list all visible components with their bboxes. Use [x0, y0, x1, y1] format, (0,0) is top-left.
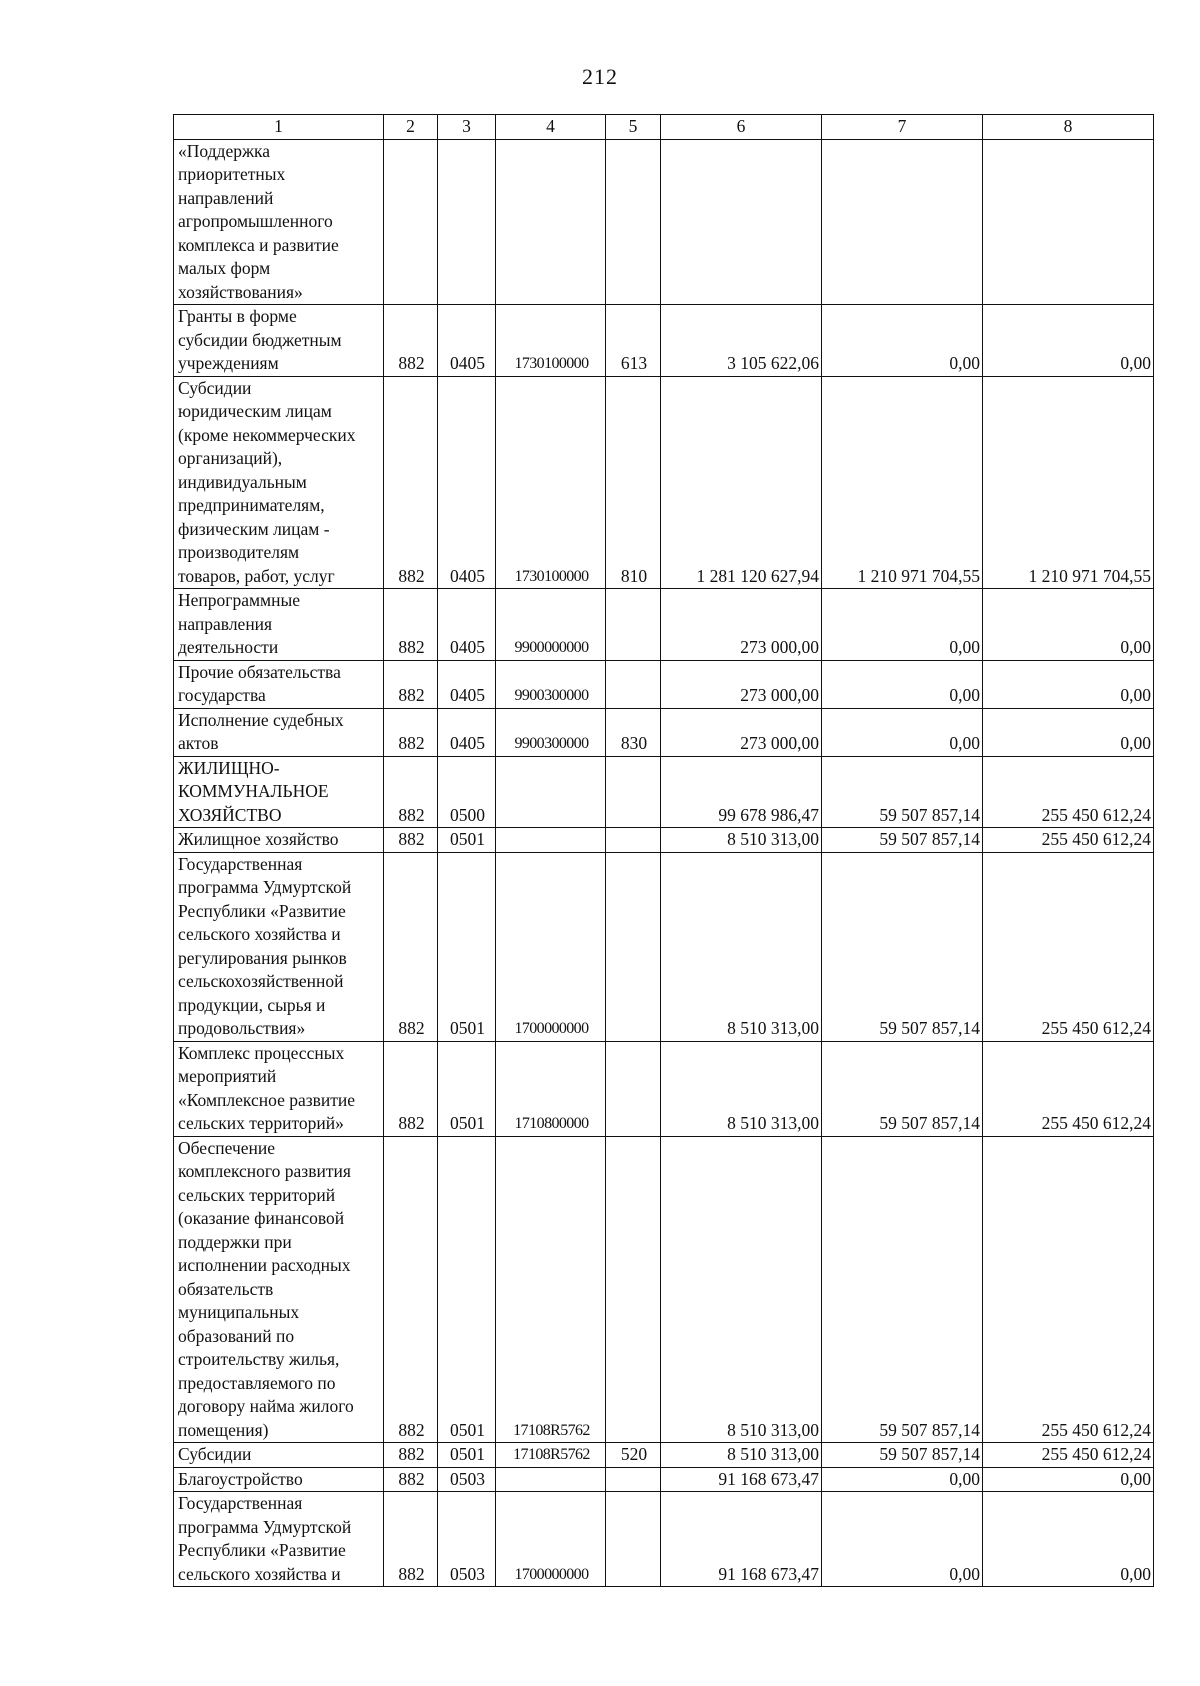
column-number-5: 5	[606, 115, 661, 140]
cell-admin-code: 882	[384, 852, 438, 1041]
cell-name: Исполнение судебных актов	[174, 708, 384, 756]
budget-table	[173, 114, 1154, 1587]
cell-expense-type: 520	[606, 1443, 661, 1468]
cell-expense-type	[606, 1492, 661, 1587]
column-number-6: 6	[661, 115, 822, 140]
cell-amount-col7	[822, 139, 983, 305]
cell-target-code: 1730100000	[496, 376, 606, 589]
cell-amount-col8: 255 450 612,24	[983, 828, 1154, 853]
cell-amount-col8: 0,00	[983, 1492, 1154, 1587]
cell-target-code	[496, 756, 606, 828]
cell-name: Прочие обязательства государства	[174, 660, 384, 708]
cell-expense-type	[606, 1467, 661, 1492]
cell-name: Субсидии юридическим лицам (кроме некоммерческих организаций), индивидуальным предпринимателям, физическим лицам - производителям товаров, работ, услуг	[174, 376, 384, 589]
cell-amount-col6: 273 000,00	[661, 589, 822, 661]
cell-name: Субсидии	[174, 1443, 384, 1468]
cell-amount-col6: 8 510 313,00	[661, 1443, 822, 1468]
cell-expense-type	[606, 756, 661, 828]
cell-target-code: 1700000000	[496, 1492, 606, 1587]
cell-amount-col8: 255 450 612,24	[983, 1041, 1154, 1136]
column-number-row	[174, 115, 1154, 140]
cell-target-code	[496, 139, 606, 305]
cell-amount-col6: 3 105 622,06	[661, 305, 822, 377]
cell-expense-type	[606, 852, 661, 1041]
cell-name: Жилищное хозяйство	[174, 828, 384, 853]
cell-admin-code	[384, 139, 438, 305]
cell-name: Государственная программа Удмуртской Республики «Развитие сельского хозяйства и регулирования рынков сельскохозяйственной продукции, сырья и продовольствия»	[174, 852, 384, 1041]
cell-amount-col8: 0,00	[983, 589, 1154, 661]
cell-admin-code: 882	[384, 1136, 438, 1443]
cell-amount-col7: 59 507 857,14	[822, 1136, 983, 1443]
cell-amount-col6: 8 510 313,00	[661, 852, 822, 1041]
cell-amount-col7: 0,00	[822, 708, 983, 756]
cell-section-code: 0405	[438, 589, 496, 661]
column-number-8: 8	[983, 115, 1154, 140]
table-row	[174, 1136, 1154, 1443]
cell-amount-col7: 59 507 857,14	[822, 1443, 983, 1468]
cell-amount-col8: 1 210 971 704,55	[983, 376, 1154, 589]
cell-section-code: 0503	[438, 1492, 496, 1587]
cell-name: Гранты в форме субсидии бюджетным учреждениям	[174, 305, 384, 377]
cell-admin-code: 882	[384, 376, 438, 589]
cell-amount-col6: 8 510 313,00	[661, 828, 822, 853]
table-row	[174, 376, 1154, 589]
cell-amount-col8: 0,00	[983, 1467, 1154, 1492]
cell-amount-col7: 0,00	[822, 305, 983, 377]
cell-admin-code: 882	[384, 756, 438, 828]
table-row	[174, 708, 1154, 756]
cell-target-code	[496, 828, 606, 853]
cell-section-code: 0405	[438, 305, 496, 377]
cell-amount-col7: 59 507 857,14	[822, 852, 983, 1041]
cell-admin-code: 882	[384, 660, 438, 708]
cell-target-code: 17108R5762	[496, 1443, 606, 1468]
cell-expense-type: 613	[606, 305, 661, 377]
cell-expense-type	[606, 660, 661, 708]
cell-expense-type	[606, 1041, 661, 1136]
cell-amount-col7: 59 507 857,14	[822, 828, 983, 853]
table-row	[174, 756, 1154, 828]
cell-amount-col7: 59 507 857,14	[822, 1041, 983, 1136]
cell-amount-col7: 0,00	[822, 1467, 983, 1492]
cell-amount-col6	[661, 139, 822, 305]
table-row	[174, 589, 1154, 661]
cell-amount-col8: 255 450 612,24	[983, 1443, 1154, 1468]
cell-section-code: 0501	[438, 828, 496, 853]
cell-target-code: 1730100000	[496, 305, 606, 377]
cell-target-code: 17108R5762	[496, 1136, 606, 1443]
table-row	[174, 828, 1154, 853]
cell-section-code	[438, 139, 496, 305]
cell-admin-code: 882	[384, 1492, 438, 1587]
cell-target-code: 9900300000	[496, 660, 606, 708]
cell-admin-code: 882	[384, 305, 438, 377]
table-row	[174, 1041, 1154, 1136]
cell-amount-col8: 0,00	[983, 660, 1154, 708]
cell-target-code: 1700000000	[496, 852, 606, 1041]
table-row	[174, 852, 1154, 1041]
column-number-1: 1	[174, 115, 384, 140]
column-number-3: 3	[438, 115, 496, 140]
cell-admin-code: 882	[384, 1467, 438, 1492]
cell-amount-col7: 0,00	[822, 660, 983, 708]
cell-expense-type	[606, 589, 661, 661]
cell-expense-type	[606, 139, 661, 305]
cell-expense-type	[606, 1136, 661, 1443]
cell-target-code	[496, 1467, 606, 1492]
cell-amount-col8: 255 450 612,24	[983, 1136, 1154, 1443]
cell-admin-code: 882	[384, 1443, 438, 1468]
cell-admin-code: 882	[384, 589, 438, 661]
cell-amount-col8: 255 450 612,24	[983, 756, 1154, 828]
column-number-4: 4	[496, 115, 606, 140]
cell-name: Непрограммные направления деятельности	[174, 589, 384, 661]
cell-amount-col7: 59 507 857,14	[822, 756, 983, 828]
cell-target-code: 1710800000	[496, 1041, 606, 1136]
column-number-7: 7	[822, 115, 983, 140]
table-row	[174, 139, 1154, 305]
cell-amount-col6: 91 168 673,47	[661, 1467, 822, 1492]
cell-amount-col8: 0,00	[983, 708, 1154, 756]
cell-expense-type: 830	[606, 708, 661, 756]
cell-amount-col8: 255 450 612,24	[983, 852, 1154, 1041]
cell-admin-code: 882	[384, 708, 438, 756]
cell-amount-col6: 99 678 986,47	[661, 756, 822, 828]
table-row	[174, 305, 1154, 377]
cell-expense-type: 810	[606, 376, 661, 589]
table-body	[174, 139, 1154, 1587]
cell-amount-col7: 0,00	[822, 589, 983, 661]
cell-target-code: 9900000000	[496, 589, 606, 661]
cell-section-code: 0503	[438, 1467, 496, 1492]
cell-amount-col6: 8 510 313,00	[661, 1136, 822, 1443]
column-number-2: 2	[384, 115, 438, 140]
table-row	[174, 1467, 1154, 1492]
cell-amount-col6: 273 000,00	[661, 708, 822, 756]
cell-name: Благоустройство	[174, 1467, 384, 1492]
cell-name: Комплекс процессных мероприятий «Комплексное развитие сельских территорий»	[174, 1041, 384, 1136]
cell-amount-col8	[983, 139, 1154, 305]
cell-section-code: 0500	[438, 756, 496, 828]
cell-section-code: 0501	[438, 1136, 496, 1443]
cell-name: Государственная программа Удмуртской Республики «Развитие сельского хозяйства и	[174, 1492, 384, 1587]
cell-expense-type	[606, 828, 661, 853]
cell-admin-code: 882	[384, 828, 438, 853]
table-row	[174, 660, 1154, 708]
cell-amount-col6: 273 000,00	[661, 660, 822, 708]
cell-section-code: 0501	[438, 852, 496, 1041]
cell-name: «Поддержка приоритетных направлений агропромышленного комплекса и развитие малых форм хозяйствования»	[174, 139, 384, 305]
cell-section-code: 0405	[438, 708, 496, 756]
cell-admin-code: 882	[384, 1041, 438, 1136]
cell-section-code: 0501	[438, 1041, 496, 1136]
cell-name: ЖИЛИЩНО- КОММУНАЛЬНОЕ ХОЗЯЙСТВО	[174, 756, 384, 828]
table-row	[174, 1443, 1154, 1468]
cell-amount-col7: 1 210 971 704,55	[822, 376, 983, 589]
cell-section-code: 0405	[438, 376, 496, 589]
cell-amount-col6: 8 510 313,00	[661, 1041, 822, 1136]
cell-amount-col6: 1 281 120 627,94	[661, 376, 822, 589]
cell-amount-col6: 91 168 673,47	[661, 1492, 822, 1587]
cell-name: Обеспечение комплексного развития сельских территорий (оказание финансовой поддержки при исполнении расходных обязательств муниципальных образований по строительству жилья, предоставляемого по договору найма жилого помещения)	[174, 1136, 384, 1443]
cell-section-code: 0405	[438, 660, 496, 708]
cell-amount-col7: 0,00	[822, 1492, 983, 1587]
cell-section-code: 0501	[438, 1443, 496, 1468]
cell-target-code: 9900300000	[496, 708, 606, 756]
table-row	[174, 1492, 1154, 1587]
page-number: 212	[582, 64, 618, 89]
cell-amount-col8: 0,00	[983, 305, 1154, 377]
